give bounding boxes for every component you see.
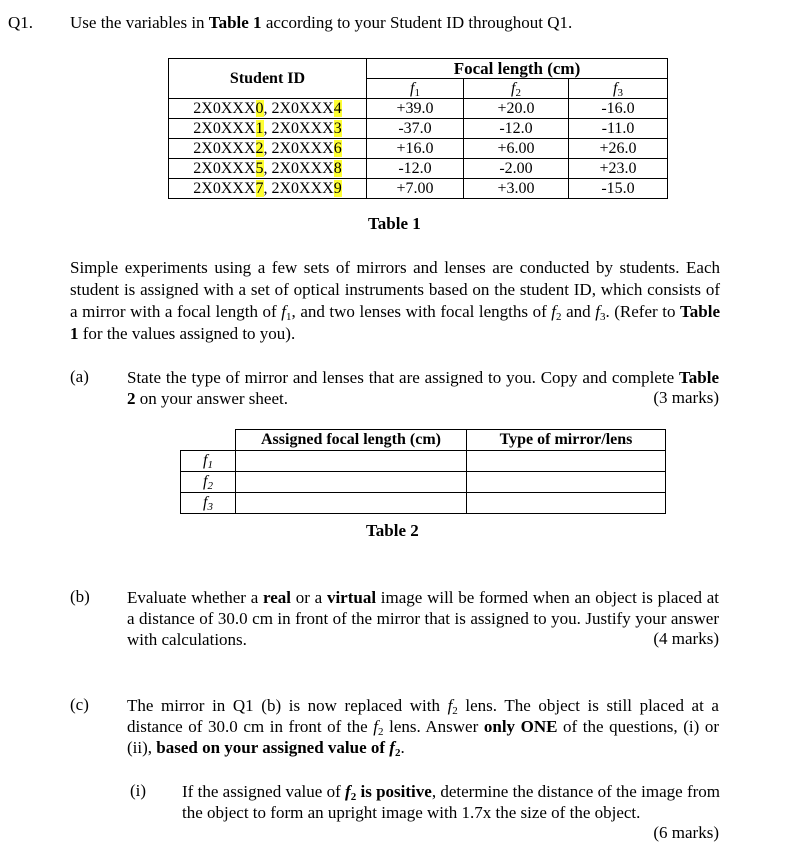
answer-focal-cell <box>236 472 467 493</box>
focal-label-cell: $f_2$ <box>181 472 236 493</box>
header-assigned-focal: Assigned focal length (cm) <box>236 430 467 451</box>
table-row <box>169 159 668 179</box>
answer-type-cell <box>467 451 666 472</box>
part-c-label: (c) <box>70 695 89 714</box>
part-a-label: (a) <box>70 367 89 386</box>
part-c-i-marks: (6 marks) <box>653 823 719 842</box>
f2-cell: +6.00 <box>464 139 569 159</box>
col-f1: $f_1$ <box>367 79 464 99</box>
header-type: Type of mirror/lens <box>467 430 666 451</box>
part-c-i-label: (i) <box>130 781 147 800</box>
answer-type-cell <box>467 472 666 493</box>
student-id-cell: 2X0XXX7, 2X0XXX9 <box>169 179 367 199</box>
f2-cell: +20.0 <box>464 99 569 119</box>
table-row <box>181 451 666 472</box>
f3-cell: +26.0 <box>569 139 668 159</box>
student-id-cell: 2X0XXX0, 2X0XXX4 <box>169 99 367 119</box>
f3-cell: -15.0 <box>569 179 668 199</box>
f1-cell: +7.00 <box>367 179 464 199</box>
table-2-corner <box>181 430 236 451</box>
f2-cell: -2.00 <box>464 159 569 179</box>
header-focal-length: Focal length (cm) <box>367 59 668 79</box>
answer-focal-cell <box>236 451 467 472</box>
f3-cell: +23.0 <box>569 159 668 179</box>
f2-cell: -12.0 <box>464 119 569 139</box>
part-a-text: State the type of mirror and lenses that are assigned to you. Copy and complete Table 2 on your answer sheet. <box>127 368 719 408</box>
header-student-id: Student ID <box>169 59 367 99</box>
col-f3: $f_3$ <box>569 79 668 99</box>
question-intro: Use the variables in Table 1 according to your Student ID throughout Q1. <box>70 13 573 32</box>
part-b-label: (b) <box>70 587 90 606</box>
question-number: Q1. <box>8 13 34 32</box>
answer-type-cell <box>467 493 666 514</box>
table-1-caption: Table 1 <box>368 214 421 233</box>
table-row <box>169 139 668 159</box>
focal-label-cell: $f_3$ <box>181 493 236 514</box>
table-row <box>181 472 666 493</box>
f1-cell: +16.0 <box>367 139 464 159</box>
table-2 <box>180 429 666 514</box>
answer-focal-cell <box>236 493 467 514</box>
f1-cell: -12.0 <box>367 159 464 179</box>
table-1 <box>168 58 668 199</box>
table-row <box>169 99 668 119</box>
part-c-text: The mirror in Q1 (b) is now replaced with $f_2$ lens. The object is still placed at a distance of 30.0 cm in front of the $f_2$ lens. Answer only ONE of the questions, (i) or (ii), based on your assigned value of $f_2$. <box>127 696 720 759</box>
part-b-text: Evaluate whether a real or a virtual image will be formed when an object is placed at a distance of 30.0 cm in front of the mirror that is assigned to you. Justify your answer with calculations. <box>127 588 719 649</box>
table-row <box>181 493 666 514</box>
part-a-marks: (3 marks) <box>653 388 719 407</box>
f1-cell: +39.0 <box>367 99 464 119</box>
part-b-marks: (4 marks) <box>653 629 719 648</box>
f3-cell: -11.0 <box>569 119 668 139</box>
col-f2: $f_2$ <box>464 79 569 99</box>
student-id-cell: 2X0XXX5, 2X0XXX8 <box>169 159 367 179</box>
table-row <box>169 119 668 139</box>
table-row <box>169 179 668 199</box>
f2-cell: +3.00 <box>464 179 569 199</box>
intro-paragraph: Simple experiments using a few sets of mirrors and lenses are conducted by students. Each student is assigned with a set of optical instruments based on the student ID, which consists of a mirror with a focal length of $f_1$, and two lenses with focal lengths of $f_2$ and $f_3$. (Refer to Table 1 for the values assigned to you). <box>70 258 721 343</box>
f1-cell: -37.0 <box>367 119 464 139</box>
student-id-cell: 2X0XXX1, 2X0XXX3 <box>169 119 367 139</box>
part-c-i-text: If the assigned value of $f_2$ is positive, determine the distance of the image from the object to form an upright image with 1.7x the size of the object. <box>182 782 720 822</box>
f3-cell: -16.0 <box>569 99 668 119</box>
focal-label-cell: $f_1$ <box>181 451 236 472</box>
table-2-caption: Table 2 <box>366 521 419 540</box>
student-id-cell: 2X0XXX2, 2X0XXX6 <box>169 139 367 159</box>
